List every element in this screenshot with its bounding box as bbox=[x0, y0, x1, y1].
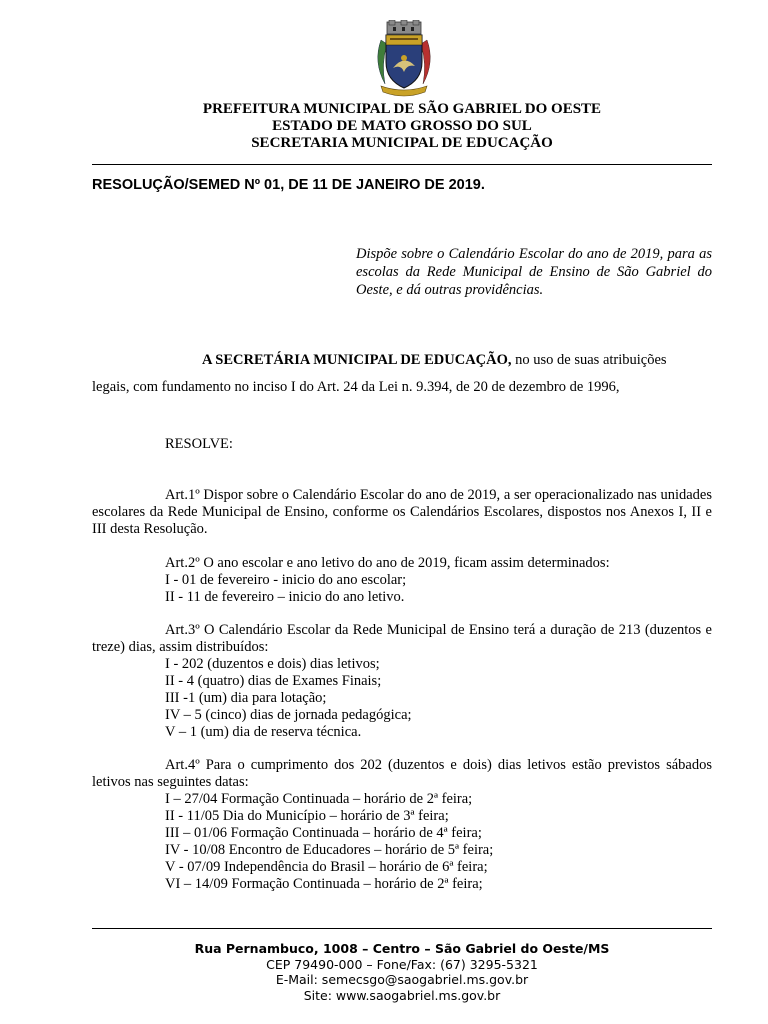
header-line-secretaria: SECRETARIA MUNICIPAL DE EDUCAÇÃO bbox=[251, 135, 553, 151]
footer-address: Rua Pernambuco, 1008 – Centro – São Gabriel do Oeste/MS bbox=[194, 941, 610, 956]
footer-cep-phone: CEP 79490-000 – Fone/Fax: (67) 3295-5321 bbox=[266, 956, 538, 972]
article-4-item: VI – 14/09 Formação Continuada – horário de 2ª feira; bbox=[165, 876, 483, 892]
article-3-item: III -1 (um) dia para lotação; bbox=[165, 690, 327, 706]
article-3-item: II - 4 (quatro) dias de Exames Finais; bbox=[165, 673, 382, 689]
footer bbox=[92, 941, 712, 1003]
article-4-item: IV - 10/08 Encontro de Educadores – horário de 5ª feira; bbox=[165, 842, 494, 858]
preamble-rest: no uso de suas atribuições bbox=[511, 352, 667, 368]
article-4-item: III – 01/06 Formação Continuada – horário de 4ª feira; bbox=[165, 825, 482, 841]
article-4-head: Art.4º Para o cumprimento dos 202 (duzentos e dois) dias letivos estão previstos sábados letivos nas seguintes datas: bbox=[92, 757, 712, 790]
resolution-title: RESOLUÇÃO/SEMED Nº 01, DE 11 DE JANEIRO DE 2019. bbox=[92, 177, 485, 193]
article-2-item: II - 11 de fevereiro – inicio do ano letivo. bbox=[165, 589, 405, 605]
article-4-item: V - 07/09 Independência do Brasil – horário de 6ª feira; bbox=[165, 859, 488, 875]
resolve-heading: RESOLVE: bbox=[165, 436, 233, 452]
municipal-coat-of-arms-icon bbox=[371, 20, 437, 98]
article-1: Art.1º Dispor sobre o Calendário Escolar do ano de 2019, a ser operacionalizado nas unidades escolares da Rede Municipal de Ensino, conforme os Calendários Escolares, dispostos nos Anexos I, II e III desta Resolução. bbox=[92, 487, 712, 537]
header-divider bbox=[92, 164, 712, 165]
preamble-authority: A SECRETÁRIA MUNICIPAL DE EDUCAÇÃO, bbox=[202, 352, 512, 368]
article-3-head: Art.3º O Calendário Escolar da Rede Municipal de Ensino terá a duração de 213 (duzentos e treze) dias, assim distribuídos: bbox=[92, 622, 712, 655]
footer-email: E-Mail: semecsgo@saogabriel.ms.gov.br bbox=[275, 972, 529, 987]
header-line-prefeitura: PREFEITURA MUNICIPAL DE SÃO GABRIEL DO OESTE bbox=[202, 101, 602, 117]
ementa: Dispõe sobre o Calendário Escolar do ano de 2019, para as escolas da Rede Municipal de Ensino de São Gabriel do Oeste, e dá outras providências. bbox=[356, 246, 712, 298]
article-4-item: I – 27/04 Formação Continuada – horário de 2ª feira; bbox=[165, 791, 473, 807]
article-3-item: I - 202 (duzentos e dois) dias letivos; bbox=[165, 656, 380, 672]
footer-divider bbox=[92, 928, 712, 929]
article-2-item: I - 01 de fevereiro - inicio do ano escolar; bbox=[165, 572, 407, 588]
article-3-item: V – 1 (um) dia de reserva técnica. bbox=[165, 724, 362, 740]
article-2-head: Art.2º O ano escolar e ano letivo do ano de 2019, ficam assim determinados: bbox=[165, 555, 610, 571]
header-line-estado: ESTADO DE MATO GROSSO DO SUL bbox=[272, 118, 532, 134]
preamble-line-1 bbox=[202, 352, 667, 369]
article-3-item: IV – 5 (cinco) dias de jornada pedagógica; bbox=[165, 707, 412, 723]
preamble-line-2: legais, com fundamento no inciso I do Art. 24 da Lei n. 9.394, de 20 de dezembro de 1996, bbox=[92, 379, 620, 395]
article-4-item: II - 11/05 Dia do Município – horário de 3ª feira; bbox=[165, 808, 449, 824]
footer-site: Site: www.saogabriel.ms.gov.br bbox=[303, 987, 501, 1003]
